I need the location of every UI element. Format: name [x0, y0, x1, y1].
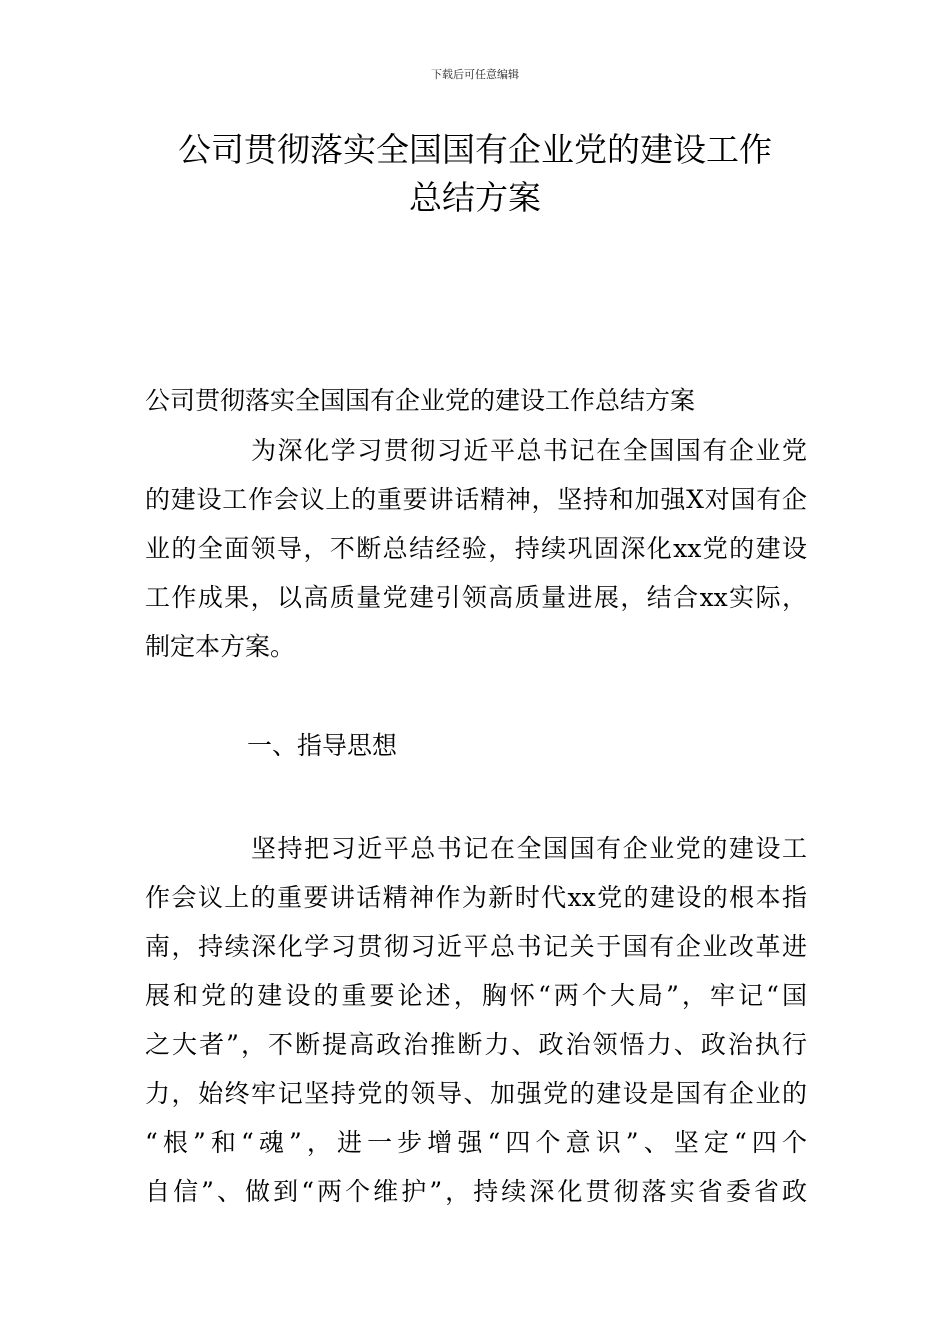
paragraph-line: 南，持续深化学习贯彻习近平总书记关于国有企业改革进	[145, 932, 807, 961]
section-1-paragraph	[145, 824, 807, 1216]
paragraph-line: 之大者”，不断提高政治推断力、政治领悟力、政治执行	[145, 1030, 807, 1059]
paragraph-line: 制定本方案。	[145, 632, 296, 661]
paragraph-line: 作会议上的重要讲话精神作为新时代xx党的建设的根本指	[145, 883, 807, 912]
section-heading-guiding-ideology: 一、指导思想	[247, 731, 398, 760]
paragraph-line: 力，始终牢记坚持党的领导、加强党的建设是国有企业的	[145, 1079, 807, 1108]
paragraph-line: 坚持把习近平总书记在全国国有企业党的建设工	[251, 834, 807, 863]
paragraph-line: 业的全面领导，不断总结经验，持续巩固深化xx党的建设	[145, 534, 807, 563]
paragraph-line: 的建设工作会议上的重要讲话精神，坚持和加强X对国有企	[145, 485, 807, 514]
paragraph-line: 为深化学习贯彻习近平总书记在全国国有企业党	[251, 436, 807, 465]
paragraph-line: 展和党的建设的重要论述，胸怀“两个大局”，牢记“国	[145, 981, 807, 1010]
document-title	[100, 126, 850, 222]
paragraph-line: 自信”、做到“两个维护”，持续深化贯彻落实省委省政	[145, 1177, 807, 1206]
download-note: 下载后可任意编辑	[431, 68, 519, 81]
intro-paragraph	[145, 426, 807, 671]
document-subtitle: 公司贯彻落实全国国有企业党的建设工作总结方案	[145, 386, 696, 415]
title-line: 公司贯彻落实全国国有企业党的建设工作	[178, 130, 772, 169]
title-line: 总结方案	[409, 178, 541, 217]
paragraph-line: 工作成果，以高质量党建引领高质量进展，结合xx实际，	[145, 583, 807, 612]
paragraph-line: “根”和“魂”，进一步增强“四个意识”、坚定“四个	[145, 1128, 807, 1157]
